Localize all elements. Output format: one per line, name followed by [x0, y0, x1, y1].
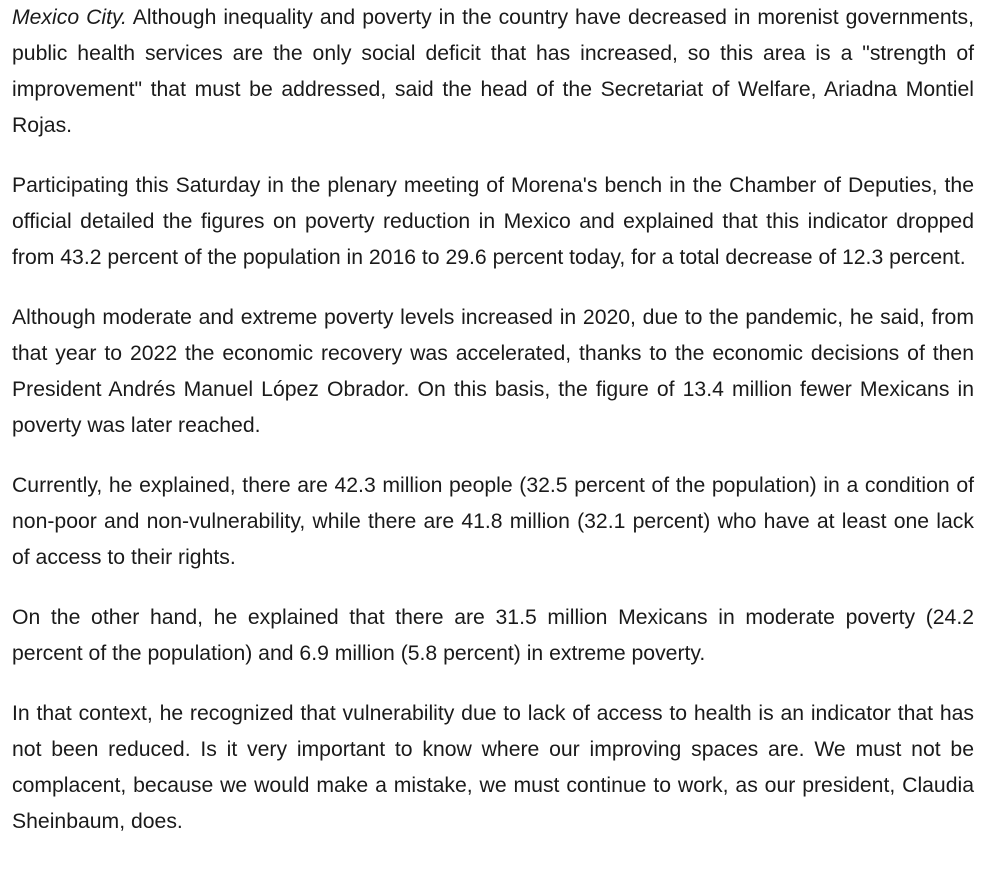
article-paragraph-4: Currently, he explained, there are 42.3 million people (32.5 percent of the population) in a condition of non-poor and non-vulnerability, while there are 41.8 million (32.1 percent) who have at least one lack of access to their rights. [12, 474, 974, 569]
paragraph-1-text: Although inequality and poverty in the country have decreased in morenist governments, public health services are the only social deficit that has increased, so this area is a "strength of improvement" that must be addressed, said the head of the Secretariat of Welfare, Ariadna Montiel Rojas. [12, 6, 974, 137]
article-paragraph-5: On the other hand, he explained that there are 31.5 million Mexicans in moderate poverty (24.2 percent of the population) and 6.9 million (5.8 percent) in extreme poverty. [12, 606, 974, 665]
dateline: Mexico City. [12, 6, 127, 29]
article-paragraph-6: In that context, he recognized that vulnerability due to lack of access to health is an indicator that has not been reduced. Is it very important to know where our improving spaces are. We must not be complacent, because we would make a mistake, we must continue to work, as our president, Claudia Sheinbaum, does. [12, 702, 974, 833]
article-body [12, 0, 974, 840]
article-paragraph-3: Although moderate and extreme poverty levels increased in 2020, due to the pandemic, he said, from that year to 2022 the economic recovery was accelerated, thanks to the economic decisions of then President Andrés Manuel López Obrador. On this basis, the figure of 13.4 million fewer Mexicans in poverty was later reached. [12, 306, 974, 437]
article-paragraph-1 [12, 0, 974, 144]
article-paragraph-2: Participating this Saturday in the plenary meeting of Morena's bench in the Chamber of Deputies, the official detailed the figures on poverty reduction in Mexico and explained that this indicator dropped from 43.2 percent of the population in 2016 to 29.6 percent today, for a total decrease of 12.3 percent. [12, 174, 974, 269]
